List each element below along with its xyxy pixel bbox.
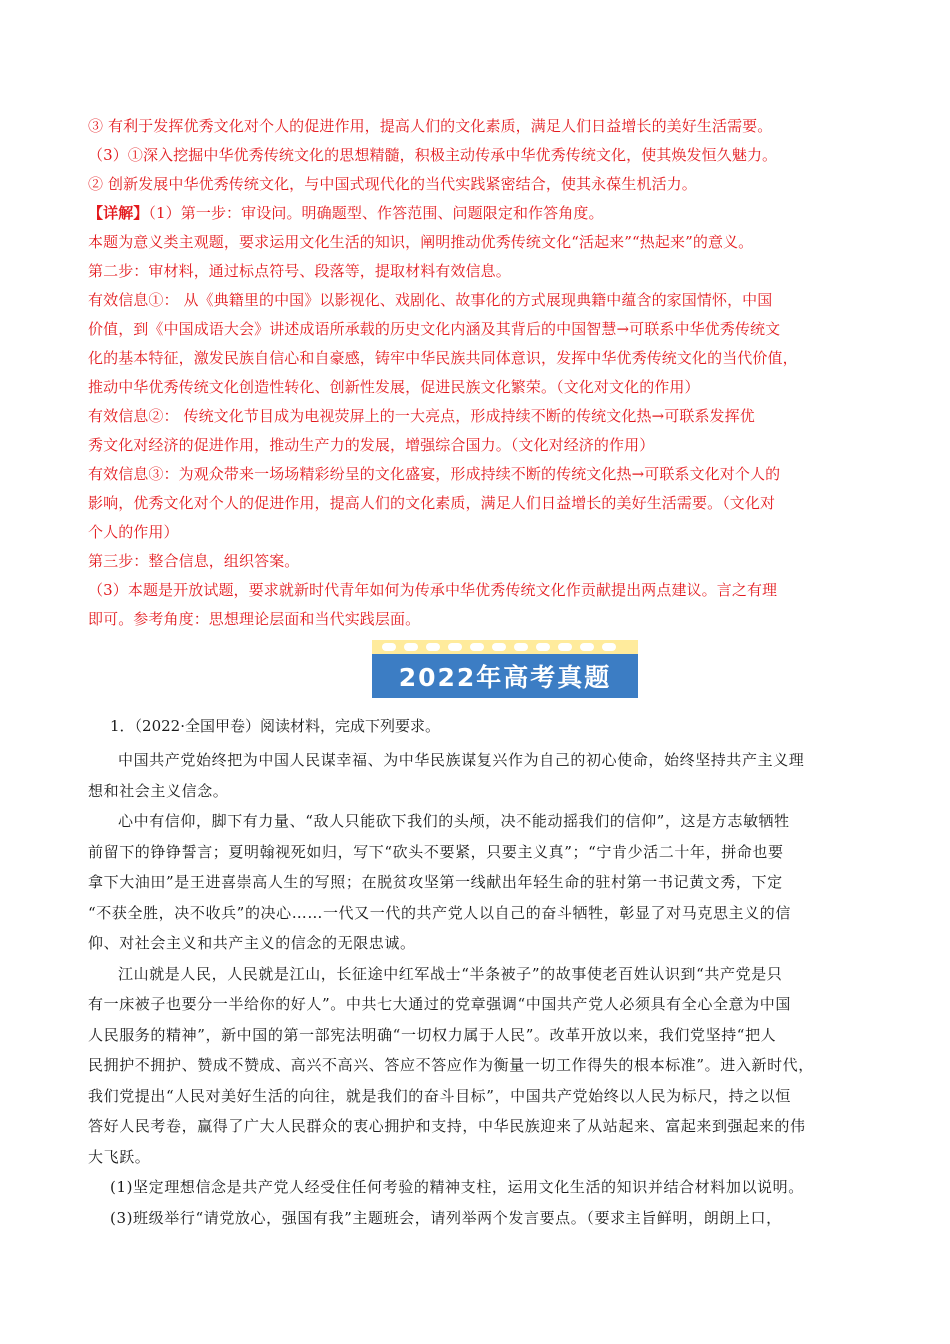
section-banner	[372, 640, 638, 698]
paragraph-line: “不获全胜，决不收兵”的决心……一代又一代的共产党人以自己的奋斗牺牲，彰显了对马克思主义的信	[88, 903, 791, 922]
answer-section	[88, 112, 878, 634]
banner-dot-icon	[514, 643, 528, 651]
banner-dot-icon	[404, 643, 418, 651]
detail-line: （3）本题是开放试题，要求就新时代青年如何为传承中华优秀传统文化作贡献提出两点建议。言之有理	[88, 581, 778, 599]
banner-dot-icon	[448, 643, 462, 651]
paragraph-line: 我们党提出“人民对美好生活的向往，就是我们的奋斗目标”，中国共产党始终以人民为标尺，持之以恒	[88, 1086, 791, 1105]
banner-title: 2022年高考真题	[398, 663, 612, 692]
answer-line: （3）①深入挖掘中华优秀传统文化的思想精髓，积极主动传承中华优秀传统文化，使其焕发恒久魅力。	[88, 146, 778, 164]
paragraph-line: 前留下的铮铮誓言；夏明翰视死如归，写下“砍头不要紧，只要主义真”；“宁肯少活二十年，拼命也要	[88, 842, 784, 861]
paragraph-line: 想和社会主义信念。	[88, 781, 229, 800]
banner-dot-icon	[492, 643, 506, 651]
paragraph-line: 有一床被子也要分一半给你的好人”。中共七大通过的党章强调“中国共产党人必须具有全心全意为中国	[88, 995, 791, 1013]
banner-dot-icon	[558, 643, 572, 651]
banner-body	[372, 654, 638, 698]
detail-line: 本题为意义类主观题，要求运用文化生活的知识，阐明推动优秀传统文化“活起来”“热起来”的意义。	[88, 233, 754, 251]
paragraph-line: 仰、对社会主义和共产主义的信念的无限忠诚。	[88, 934, 416, 952]
banner-top-strip	[372, 640, 638, 654]
detail-line: 个人的作用）	[88, 523, 179, 541]
paragraph-line: 江山就是人民，人民就是江山，长征途中红军战士“半条被子”的故事使老百姓认识到“共产党是只	[118, 964, 783, 983]
detail-line: 即可。参考角度：思想理论层面和当代实践层面。	[88, 610, 421, 628]
detail-header-line	[88, 199, 878, 228]
detail-line: 影响，优秀文化对个人的促进作用，提高人们的文化素质，满足人们日益增长的美好生活需要。（文化对	[88, 494, 776, 512]
banner-dot-icon	[580, 643, 594, 651]
detail-line: 第三步：整合信息，组织答案。	[88, 552, 300, 570]
banner-dot-icon	[382, 643, 396, 651]
detail-line: 秀文化对经济的促进作用，推动生产力的发展，增强综合国力。（文化对经济的作用）	[88, 436, 655, 454]
paragraph-line: 人民服务的精神”，新中国的第一部宪法明确“一切权力属于人民”。改革开放以来，我们党坚持“把人	[88, 1025, 777, 1044]
detail-line: 第二步：审材料，通过标点符号、段落等，提取材料有效信息。	[88, 262, 511, 280]
paragraph-line: 心中有信仰，脚下有力量、“敌人只能砍下我们的头颅，决不能动摇我们的信仰”，这是方志敏牺牲	[118, 812, 790, 830]
paragraph-line: 中国共产党始终把为中国人民谋幸福、为中华民族谋复兴作为自己的初心使命，始终坚持共产主义理	[118, 751, 805, 769]
answer-line: ② 创新发展中华优秀传统文化，与中国式现代化的当代实践紧密结合，使其永葆生机活力。	[88, 175, 697, 193]
sub-question-3: (3)班级举行“请党放心，强国有我”主题班会，请列举两个发言要点。（要求主旨鲜明，朗朗上口，	[110, 1208, 782, 1227]
sub-question-1: (1)坚定理想信念是共产党人经受住任何考验的精神支柱，运用文化生活的知识并结合材料加以说明。	[110, 1178, 804, 1196]
question-header: 1．（2022·全国甲卷）阅读材料，完成下列要求。	[110, 717, 440, 735]
detail-line: 推动中华优秀传统文化创造性转化、创新性发展，促进民族文化繁荣。（文化对文化的作用）	[88, 378, 700, 396]
detail-line: 化的基本特征，激发民族自信心和自豪感，铸牢中华民族共同体意识，发挥中华优秀传统文化的当代价值，	[88, 349, 798, 367]
detail-first-text: （1）第一步：审设问。明确题型、作答范围、问题限定和作答角度。	[148, 204, 604, 222]
banner-dot-icon	[602, 643, 616, 651]
paragraph-line: 拿下大油田”是王进喜崇高人生的写照；在脱贫攻坚第一线献出年轻生命的驻村第一书记黄文秀，下定	[88, 873, 783, 891]
banner-dot-icon	[470, 643, 484, 651]
banner-dots	[382, 643, 616, 651]
paragraph-line: 答好人民考卷，赢得了广大人民群众的衷心拥护和支持，中华民族迎来了从站起来、富起来到强起来的伟	[88, 1117, 806, 1135]
banner-dot-icon	[536, 643, 550, 651]
detail-line: 有效信息②： 传统文化节目成为电视荧屏上的一大亮点，形成持续不断的传统文化热→可联系发挥优	[88, 407, 755, 425]
detail-line: 有效信息③：为观众带来一场场精彩纷呈的文化盛宴，形成持续不断的传统文化热→可联系文化对个人的	[88, 465, 781, 483]
question-section	[88, 712, 868, 1233]
detail-line: 有效信息①： 从《典籍里的中国》以影视化、戏剧化、故事化的方式展现典籍中蕴含的家国情怀，中国	[88, 291, 773, 309]
paragraph-line: 大飞跃。	[88, 1147, 151, 1166]
detail-line: 价值，到《中国成语大会》讲述成语所承载的历史文化内涵及其背后的中国智慧→可联系中华优秀传统文	[88, 320, 781, 338]
paragraph-line: 民拥护不拥护、赞成不赞成、高兴不高兴、答应不答应作为衡量一切工作得失的根本标准”。进入新时代，	[88, 1056, 814, 1074]
banner-dot-icon	[426, 643, 440, 651]
detail-label: 【详解】	[88, 204, 149, 222]
answer-line: ③ 有利于发挥优秀文化对个人的促进作用，提高人们的文化素质，满足人们日益增长的美好生活需要。	[88, 117, 773, 135]
